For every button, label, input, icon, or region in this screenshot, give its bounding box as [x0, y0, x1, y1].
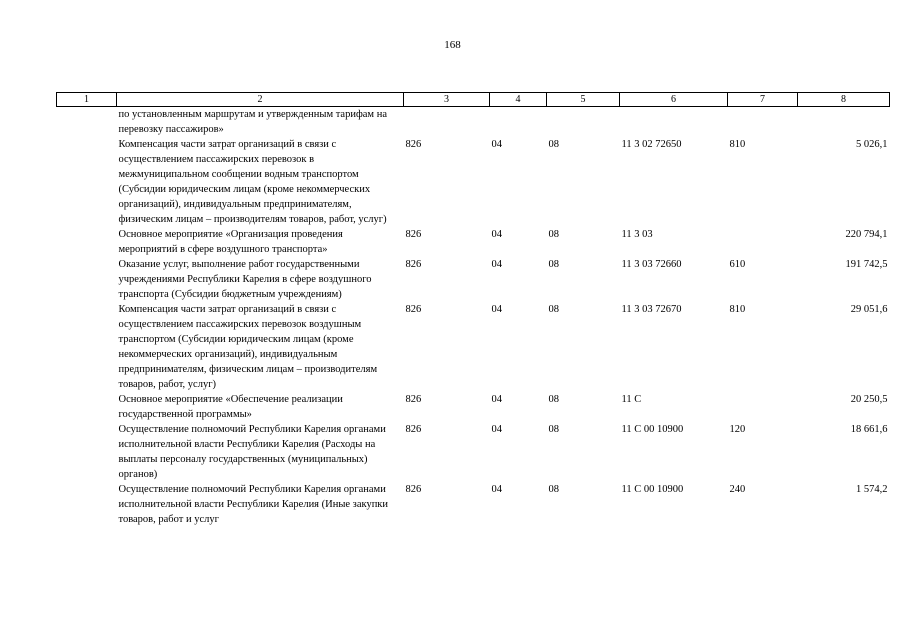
target-article-code: 11 3 03: [621, 229, 653, 240]
budget-table: [56, 92, 890, 527]
table-row: [57, 227, 890, 257]
column-header: 3: [404, 93, 490, 107]
section-code: 04: [491, 424, 502, 435]
section-code: 04: [491, 484, 502, 495]
ministry-code: 826: [405, 424, 422, 435]
amount: 191 742,5: [845, 259, 888, 270]
expense-name: Осуществление полномочий Республики Карелия органами исполнительной власти Республики Карелия (Иные закупки товаров, работ и услуг: [118, 484, 389, 525]
expense-name: Компенсация части затрат организаций в связи с осуществлением пассажирских перевозок воздушным транспортом (Субсидии юридическим лицам (кроме некоммерческих организаций), индивидуальным предпринимателям, физическим лицам – производителям товаров, работ, услуг): [118, 304, 378, 390]
expense-name: Компенсация части затрат организаций в связи с осуществлением пассажирских перевозок в межмуниципальном сообщении водным транспортом (Субсидии юридическим лицам (кроме некоммерческих организаций), индивидуальным предпринимателям, физическим лицам – производителям товаров, работ, услуг): [118, 139, 387, 225]
expense-type-code: 610: [729, 259, 746, 270]
section-code: 04: [491, 259, 502, 270]
target-article-code: 11 С 00 10900: [621, 424, 684, 435]
table-row: [57, 392, 890, 422]
ministry-code: 826: [405, 484, 422, 495]
subsection-code: 08: [548, 139, 559, 150]
page-number: 168: [444, 39, 461, 51]
subsection-code: 08: [548, 484, 559, 495]
section-code: 04: [491, 139, 502, 150]
amount: 5 026,1: [856, 139, 888, 150]
target-article-code: 11 3 03 72670: [621, 304, 682, 315]
amount: 1 574,2: [856, 484, 888, 495]
table-row: [57, 137, 890, 227]
amount: [798, 107, 890, 138]
expense-name: Осуществление полномочий Республики Карелия органами исполнительной власти Республики Карелия (Расходы на выплаты персоналу государственных (муниципальных) органов): [118, 424, 386, 480]
table-row: [57, 107, 890, 138]
section-code: 04: [491, 394, 502, 405]
expense-name: Оказание услуг, выполнение работ государственными учреждениями Республики Карелия в сфере воздушного транспорта (Субсидии бюджетным учреждениям): [118, 259, 372, 300]
table-row: [57, 422, 890, 482]
target-article-code: 11 3 02 72650: [621, 139, 682, 150]
section-code: 04: [491, 229, 502, 240]
table-row: [57, 302, 890, 392]
target-article-code: 11 3 03 72660: [621, 259, 682, 270]
column-header: 2: [117, 93, 404, 107]
expense-type-code: 810: [729, 139, 746, 150]
amount: 18 661,6: [850, 424, 888, 435]
ministry-code: 826: [405, 139, 422, 150]
column-header: 4: [490, 93, 547, 107]
table-row: [57, 482, 890, 527]
table-row: [57, 257, 890, 302]
target-article-code: 11 С: [621, 394, 642, 405]
subsection-code: 08: [548, 424, 559, 435]
column-header: 1: [57, 93, 117, 107]
section-code: 04: [491, 304, 502, 315]
ministry-code: 826: [405, 259, 422, 270]
expense-type-code: 120: [729, 424, 746, 435]
ministry-code: 826: [405, 394, 422, 405]
section-code: [490, 107, 547, 138]
ministry-code: 826: [405, 229, 422, 240]
subsection-code: [547, 107, 620, 138]
expense-name: Основное мероприятие «Организация проведения мероприятий в сфере воздушного транспорта»: [118, 229, 343, 255]
column-header: 7: [728, 93, 798, 107]
expense-type-code: 240: [729, 484, 746, 495]
column-header: 8: [798, 93, 890, 107]
target-article-code: [620, 107, 728, 138]
column-header: 5: [547, 93, 620, 107]
amount: 220 794,1: [845, 229, 888, 240]
subsection-code: 08: [548, 229, 559, 240]
amount: 29 051,6: [850, 304, 888, 315]
expense-type-code: 810: [729, 304, 746, 315]
column-header: 6: [620, 93, 728, 107]
amount: 20 250,5: [850, 394, 888, 405]
subsection-code: 08: [548, 394, 559, 405]
column-number-header: [57, 93, 890, 107]
expense-type-code: [728, 107, 798, 138]
ministry-code: [404, 107, 490, 138]
expense-name: по установленным маршрутам и утвержденным тарифам на перевозку пассажиров»: [118, 109, 387, 135]
expense-type-code: [728, 227, 798, 257]
expense-name: Основное мероприятие «Обеспечение реализации государственной программы»: [118, 394, 343, 420]
subsection-code: 08: [548, 304, 559, 315]
ministry-code: 826: [405, 304, 422, 315]
expense-type-code: [728, 392, 798, 422]
subsection-code: 08: [548, 259, 559, 270]
target-article-code: 11 С 00 10900: [621, 484, 684, 495]
